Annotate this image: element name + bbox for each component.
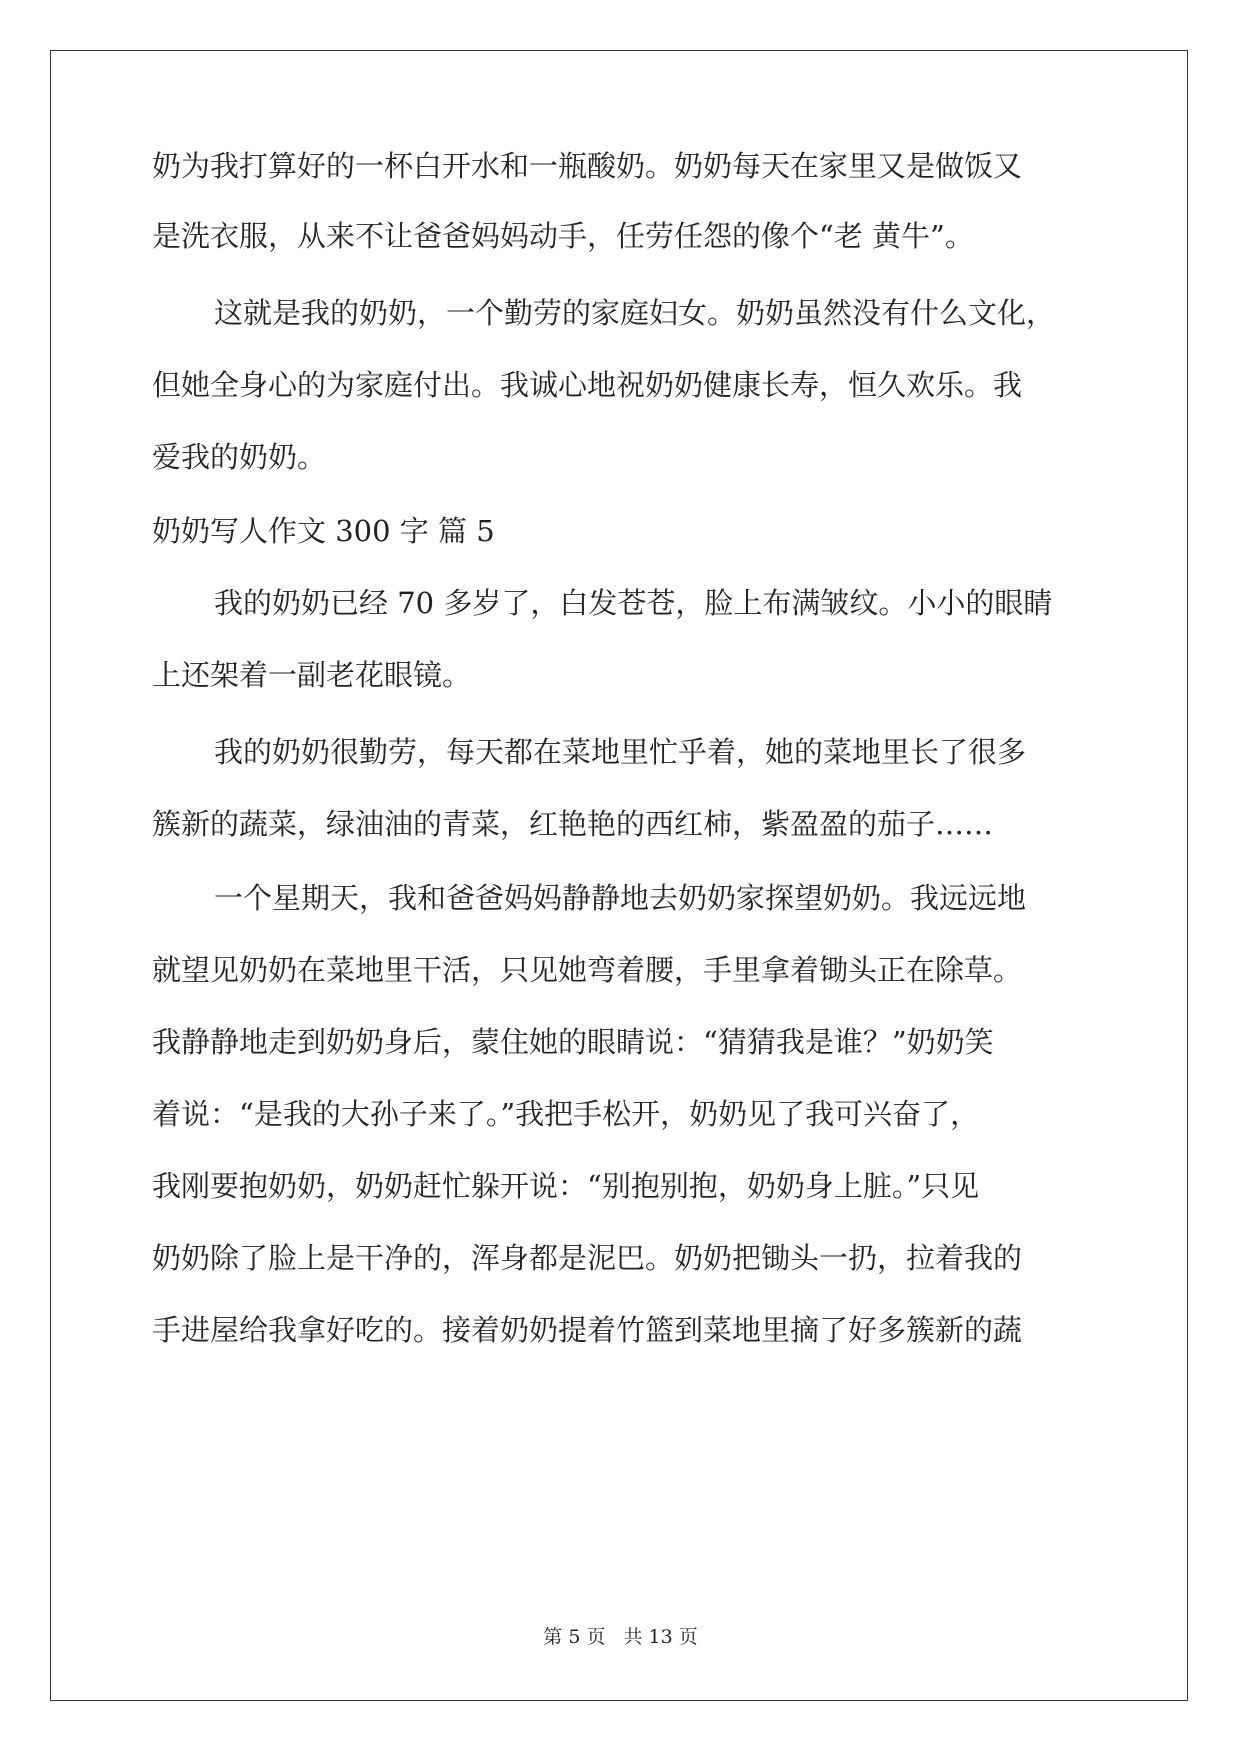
text-line: 上还架着一副老花眼镜。 [152,658,472,692]
paragraph-start: 我的奶奶很勤劳，每天都在菜地里忙乎着，她的菜地里长了很多 [214,735,1027,769]
section-heading: 奶奶写人作文 300 字 篇 5 [152,514,495,548]
text-line: 奶奶除了脸上是干净的，浑身都是泥巴。奶奶把锄头一扔，拉着我的 [152,1241,1023,1275]
text-line: 我刚要抱奶奶，奶奶赶忙躲开说：“别抱别抱，奶奶身上脏。”只见 [152,1169,980,1203]
text-line: 手进屋给我拿好吃的。接着奶奶提着竹篮到菜地里摘了好多簇新的蔬 [152,1313,1023,1347]
paragraph-start: 一个星期天，我和爸爸妈妈静静地去奶奶家探望奶奶。我远远地 [214,881,1027,915]
page-footer [0,1622,1241,1649]
paragraph-start: 我的奶奶已经 70 多岁了，白发苍苍，脸上布满皱纹。小小的眼睛 [214,586,1053,620]
text-line: 簇新的蔬菜，绿油油的青菜，红艳艳的西红柿，紫盈盈的茄子…… [152,807,994,841]
text-line: 就望见奶奶在菜地里干活，只见她弯着腰，手里拿着锄头正在除草。 [152,953,1023,987]
text-line: 着说：“是我的大孙子来了。”我把手松开，奶奶见了我可兴奋了， [152,1097,980,1131]
text-line: 但她全身心的为家庭付出。我诚心地祝奶奶健康长寿，恒久欢乐。我 [152,368,1023,402]
current-page-number: 第 5 页 [543,1626,606,1648]
text-line: 奶为我打算好的一杯白开水和一瓶酸奶。奶奶每天在家里又是做饭又 [152,149,1023,183]
text-line: 爱我的奶奶。 [152,440,327,474]
total-pages: 共 13 页 [623,1626,698,1648]
text-line: 我静静地走到奶奶身后，蒙住她的眼睛说：“猜猜我是谁？”奶奶笑 [152,1025,994,1059]
text-line: 是洗衣服，从来不让爸爸妈妈动手，任劳任怨的像个“老 黄牛”。 [152,219,974,253]
paragraph-start: 这就是我的奶奶，一个勤劳的家庭妇女。奶奶虽然没有什么文化， [214,296,1056,330]
